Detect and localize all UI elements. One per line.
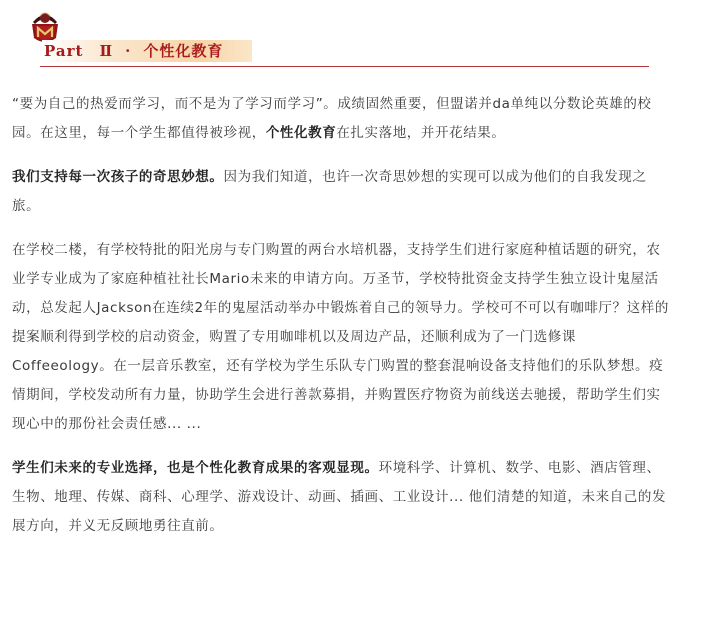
paragraph	[12, 90, 672, 148]
paragraph	[12, 236, 672, 439]
paragraph-text: “要为自己的热爱而学习，而不是为了学习而学习”。成绩固然重要，但盟诺并da单纯以分数论英雄的校园。在这里，每一个学生都值得被珍视，	[12, 96, 652, 141]
paragraph-emphasis: 我们支持每一次孩子的奇思妙想。	[12, 169, 224, 185]
paragraph-emphasis: 个性化教育	[265, 125, 337, 141]
paragraph	[12, 163, 672, 221]
part-numeral: Ⅱ	[99, 42, 114, 60]
paragraph	[12, 454, 672, 541]
paragraph-text: 环境科学、计算机、数学、电影、酒店管理、生物、地理、传媒、商科、心理学、游戏设计、动画、插画、工业设计... 他们清楚的知道，未来自己的发展方向，并义无反顾地勇往直前。	[12, 460, 667, 534]
section-header	[0, 0, 713, 70]
title-separator: ·	[125, 42, 132, 60]
paragraph-text: 在扎实落地，并开花结果。	[336, 125, 506, 141]
header-divider	[40, 66, 649, 67]
section-title	[44, 40, 223, 62]
article-body	[12, 90, 672, 556]
page-title: 个性化教育	[143, 42, 224, 60]
paragraph-emphasis: 学生们未来的专业选择，也是个性化教育成果的客观显现。	[12, 460, 379, 476]
part-label: Part	[44, 42, 84, 60]
paragraph-text: 因为我们知道，也许一次奇思妙想的实现可以成为他们的自我发现之旅。	[12, 169, 647, 214]
paragraph-text: 在学校二楼，有学校特批的阳光房与专门购置的两台水培机器，支持学生们进行家庭种植话题的研究，农业学专业成为了家庭种植社社长Mario未来的申请方向。万圣节，学校特批资金支持学生独立设计鬼屋活动，总发起人Jackson在连续2年的鬼屋活动举办中锻炼着自己的领导力。学校可不可以有咖啡厅？这样的提案顺利得到学校的启动资金，购置了专用咖啡机以及周边产品，还顺利成为了一门选修课Coffeeology。在一层音乐教室，还有学校为学生乐队专门购置的整套混响设备支持他们的乐队梦想。疫情期间，学校发动所有力量，协助学生会进行善款募捐，并购置医疗物资为前线送去驰援，帮助学生们实现心中的那份社会责任感... ...	[12, 242, 669, 432]
